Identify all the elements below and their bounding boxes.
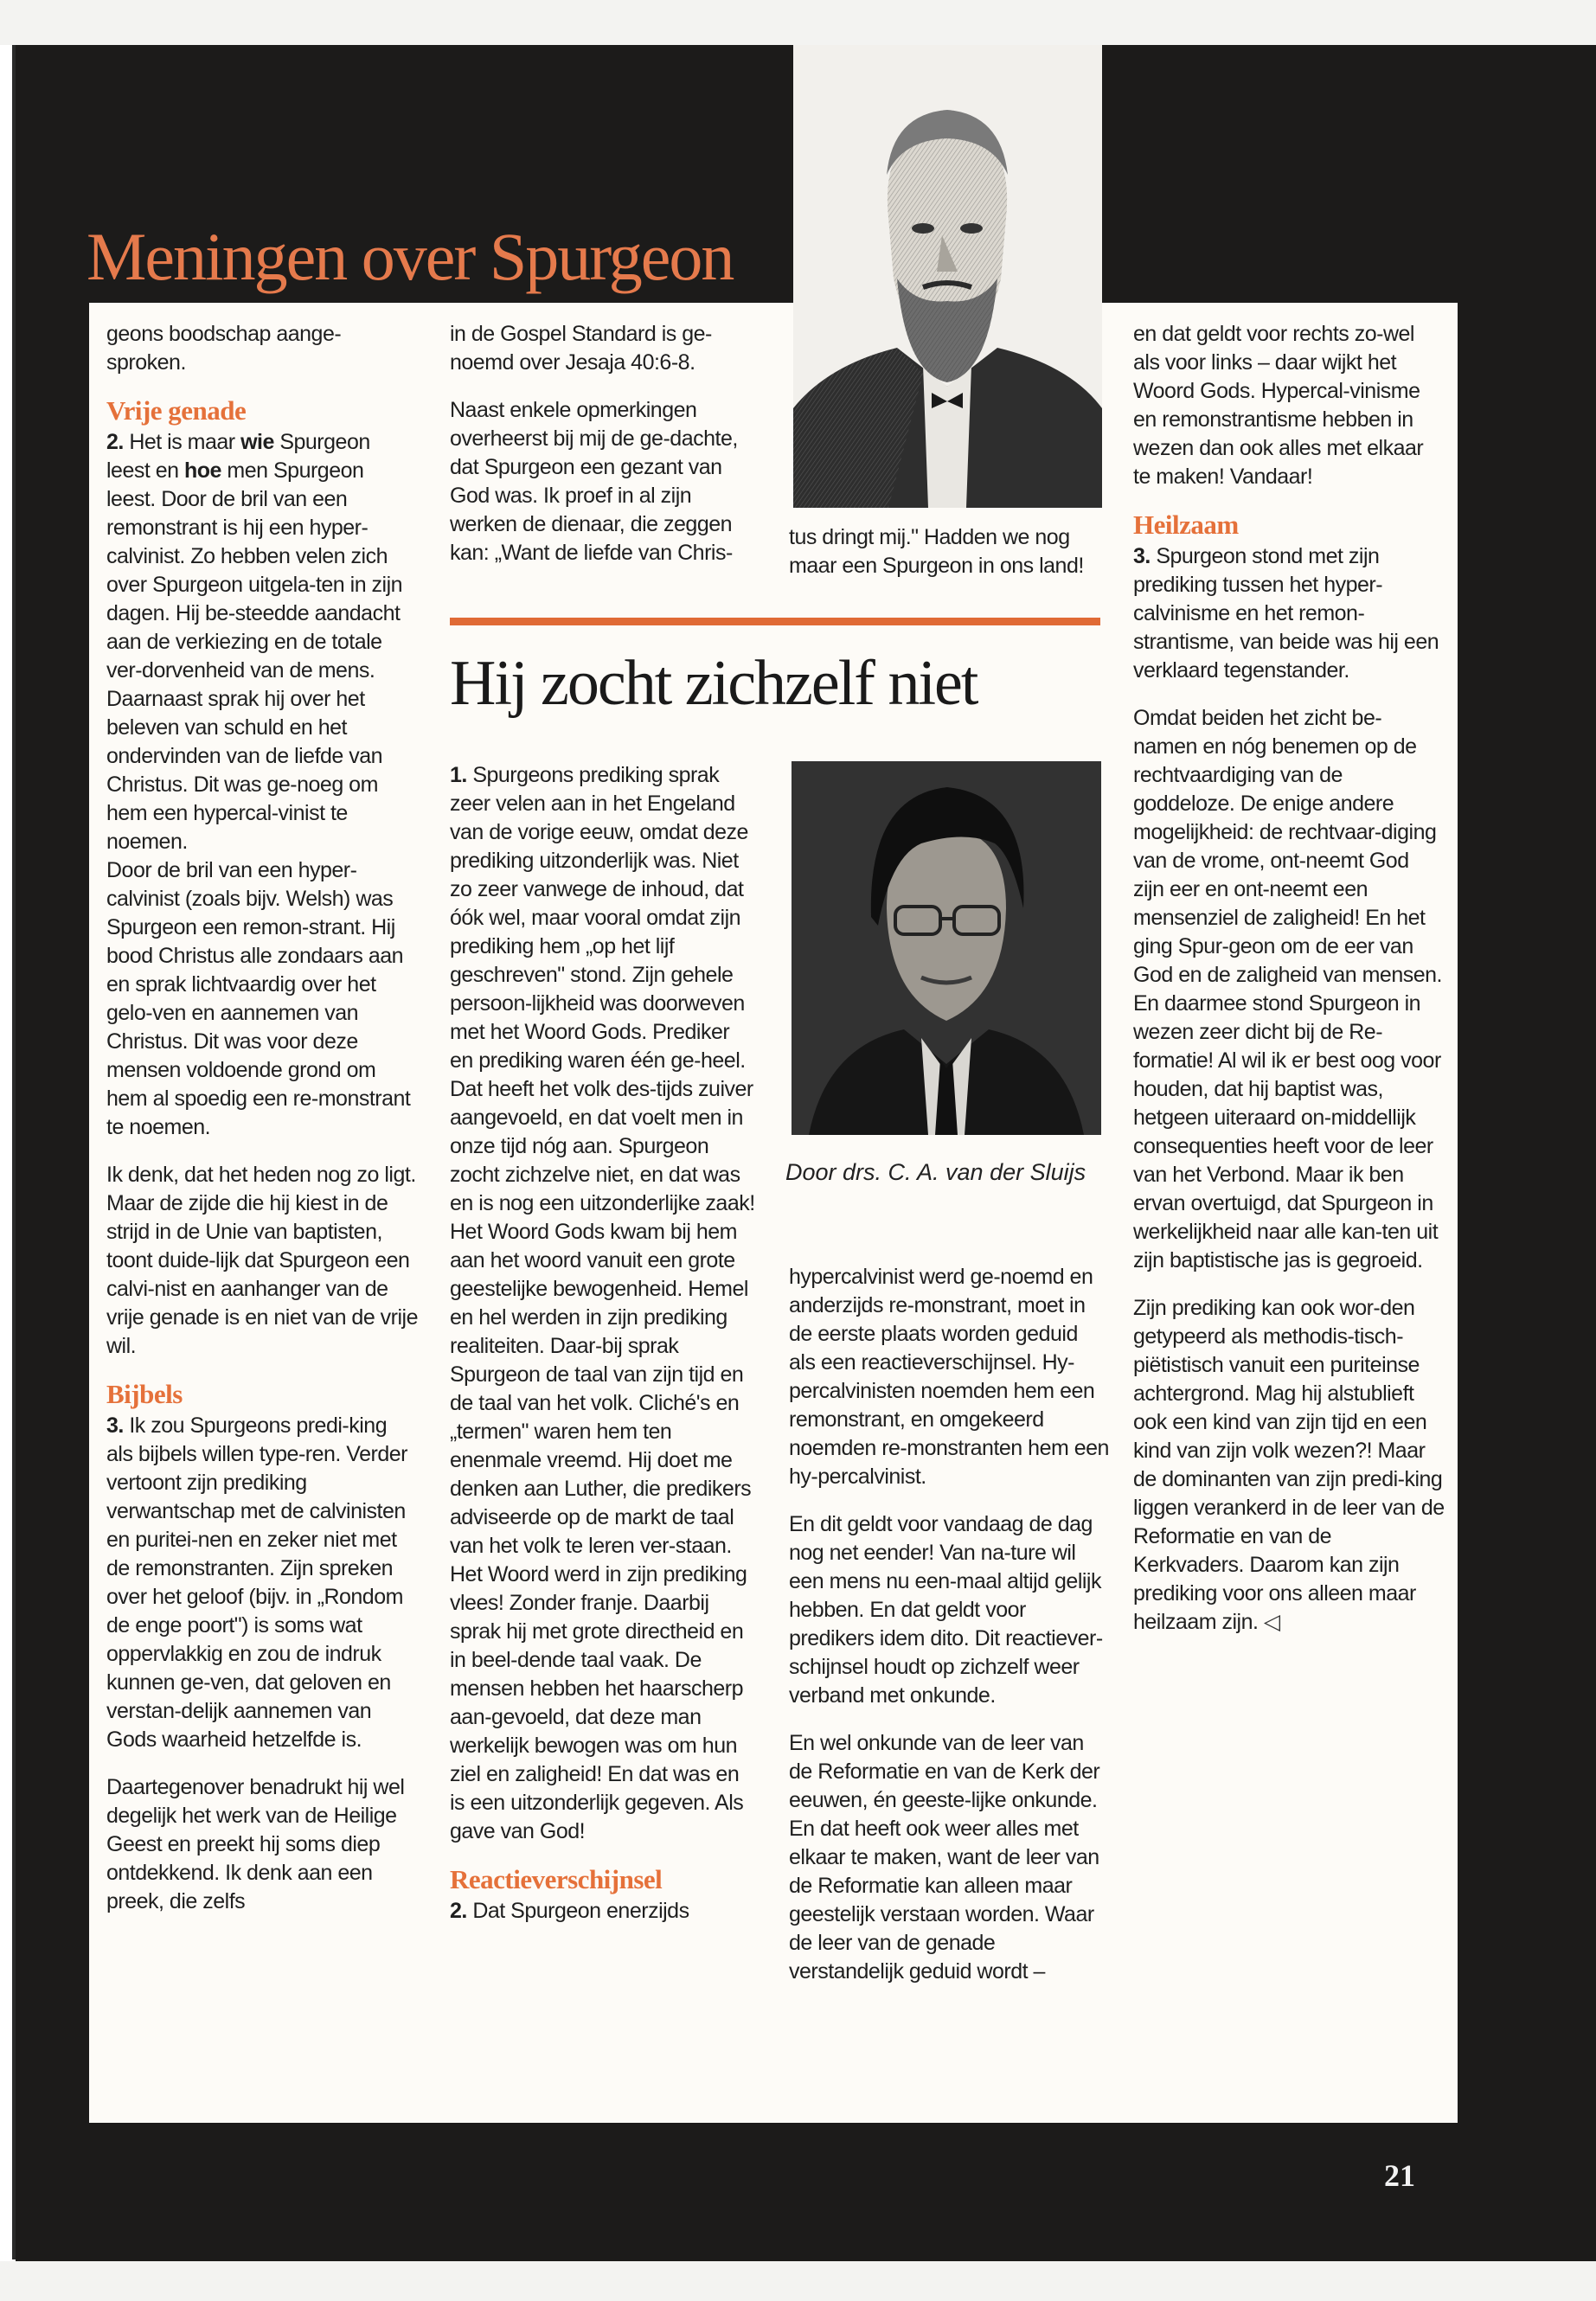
column-1 — [106, 320, 418, 1935]
paragraph: En wel onkunde van de leer van de Reformatie en van de Kerk der eeuwen, én geeste-lijke onkunde. En dat heeft ook weer alles met elkaar te maken, want de leer van de Reformatie kan alleen maar geestelijk verstaan worden. Waar de leer van de genade verstandelijk geduid wordt – — [789, 1731, 1100, 1984]
subheading-bijbels: Bijbels — [106, 1379, 183, 1409]
paragraph: Daartegenover benadrukt hij wel degelijk het werk van de Heilige Geest en preekt hij soms diep ontdekkend. Ik denk aan een preek, die zelfs — [106, 1775, 405, 1913]
paragraph: 3. Ik zou Spurgeons predi-king als bijbels willen type-ren. Verder vertoont zijn prediking verwantschap met de calvinisten en puritei-nen en zeker niet met de remonstranten. Zijn spreken over het geloof (bijv. in „Rondom de enge poort") is soms wat oppervlakkig en zou de indruk kunnen ge-ven, dat geloven en verstan-delijk aannemen van Gods waarheid hetzelfde is. — [106, 1413, 407, 1752]
column-2-article — [450, 761, 757, 1945]
paragraph: Omdat beiden het zicht be-namen en nóg benemen op de rechtvaardiging van de goddeloze. De enige andere mogelijkheid: de rechtvaar-diging van de vrome, ont-neemt God zijn eer en ont-neemt een mensenziel de zaligheid! En het ging Spur-geon om de eer van God en de zaligheid van mensen. En daarmee stond Spurgeon in wezen zeer dicht bij de Re-formatie! Al wil ik er best oog voor houden, dat hij baptist was, hetgeen uiteraard on-middellijk consequenties heeft voor de leer van het Verbond. Maar ik ben ervan overtuigd, dat Spurgeon in werkelijkheid naar alle kan-ten uit zijn baptistische jas is gegroeid. — [1133, 706, 1442, 1272]
paragraph: Naast enkele opmerkingen overheerst bij mij de ge-dachte, dat Spurgeon een gezant van God was. Ik proef in al zijn werken de dienaar, die zeggen kan: „Want de liefde van Chris- — [450, 398, 738, 565]
column-4 — [1133, 320, 1445, 1656]
paragraph: en dat geldt voor rechts zo-wel als voor links – daar wijkt het Woord Gods. Hypercal-vinisme en remonstrantisme hebben in wezen dan ook alles met elkaar te maken! Vandaar! — [1133, 322, 1424, 489]
author-byline: Door drs. C. A. van der Sluijs — [785, 1159, 1086, 1185]
paragraph: 1. Spurgeons prediking sprak zeer velen aan in het Engeland van de vorige eeuw, omdat deze prediking uitzonderlijk was. Niet zo zeer vanwege de inhoud, dat óók wel, maar vooral omdat zijn prediking hem „op het lijf geschreven" stond. Zijn gehele persoon-lijkheid was doorweven met het Woord Gods. Prediker en prediking waren één ge-heel. Dat heeft het volk des-tijds zuiver aangevoeld, en dat voelt men in onze tijd nóg aan. Spurgeon zocht zichzelve niet, en dat was en is nog een uitzonderlijke zaak! Het Woord Gods kwam bij hem aan het woord vanuit een grote geestelijke bewogenheid. Hemel en hel werden in zijn prediking realiteiten. Daar-bij sprak Spurgeon de taal van zijn tijd en de taal van het volk. Cliché's en „termen" waren hem ten enenmale vreemd. Hij doet me denken aan Luther, die predikers adviseerde op de markt de taal van het volk te leren ver-staan. Het Woord werd in zijn prediking vlees! Zonder franje. Daarbij sprak hij met grote directheid en in beel-dende taal vaak. De mensen hebben het haarscherp aan-gevoeld, dat deze man werkelijk bewogen was om hun ziel en zaligheid! En dat was en is een uitzonderlijk gegeven. Als gave van God! — [450, 763, 755, 1843]
paragraph: Door de bril van een hyper-calvinist (zoals bijv. Welsh) was Spurgeon een remon-strant. Hij bood Christus alle zondaars aan en sprak lichtvaardig over het gelo-ven en aannemen van Christus. Dit was voor deze mensen voldoende grond om hem al spoedig een re-monstrant te noemen. — [106, 858, 411, 1139]
scan-margin-top — [0, 0, 1596, 45]
section-masthead: Meningen over Spurgeon — [87, 219, 734, 294]
paragraph: 2. Dat Spurgeon enerzijds — [450, 1899, 689, 1923]
scan-margin-left — [0, 45, 16, 2259]
paragraph: Zijn prediking kan ook wor-den getypeerd als methodis-tisch-piëtistisch vanuit een puriteinse achtergrond. Mag hij alstublieft ook een kind van zijn tijd en een kind van zijn volk wezen?! Maar de dominanten van zijn predi-king liggen verankerd in de leer van de Reformatie en van de Kerkvaders. Daarom kan zijn prediking voor ons alleen maar heilzaam zijn. ◁ — [1133, 1296, 1445, 1634]
page-number: 21 — [1384, 2158, 1415, 2193]
paragraph: Ik denk, dat het heden nog zo ligt. Maar de zijde die hij kiest in de strijd in de Unie van baptisten, toont duide-lijk dat Spurgeon een calvi-nist en aanhanger van de vrije genade is en niet van de vrije wil. — [106, 1163, 419, 1358]
paragraph: hypercalvinist werd ge-noemd en anderzijds re-monstrant, moet in de eerste plaats worden geduid als een reactieverschijnsel. Hy-percalvinisten noemden hem een remonstrant, en omgekeerd noemden re-monstranten hem een hy-percalvinist. — [789, 1265, 1109, 1489]
paragraph: in de Gospel Standard is ge-noemd over Jesaja 40:6-8. — [450, 322, 712, 375]
paragraph: En dit geldt voor vandaag de dag nog net eender! Van na-ture wil een mens nu een-maal altijd gelijk hebben. En dat geldt voor predikers idem dito. Dit reactiever-schijnsel houdt op zichzelf weer verband met onkunde. — [789, 1512, 1103, 1708]
column-2-top — [450, 320, 754, 586]
subheading-heilzaam: Heilzaam — [1133, 510, 1239, 540]
paragraph: 3. Spurgeon stond met zijn prediking tussen het hyper-calvinisme en het remon-strantisme, van beide was hij een verklaard tegenstander. — [1133, 544, 1439, 683]
scan-margin-bottom — [0, 2261, 1596, 2301]
article-headline: Hij zocht zichzelf niet — [450, 648, 977, 719]
column-3-article — [789, 1263, 1109, 2005]
headline-rule — [450, 618, 1100, 625]
paragraph: geons boodschap aange-sproken. — [106, 322, 342, 375]
paragraph: 2. Het is maar wie Spurgeon leest en hoe men Spurgeon leest. Door de bril van een remonstrant is hij een hyper-calvinist. Zo hebben velen zich over Spurgeon uitgela-ten in zijn dagen. Hij be-steedde aandacht aan de verkiezing en de totale ver-dorvenheid van de mens. Daarnaast sprak hij over het beleven van schuld en het ondervinden van de liefde van Christus. Dit was ge-noeg om hem een hypercal-vinist te noemen. — [106, 430, 403, 854]
end-mark-icon: ◁ — [1263, 1610, 1280, 1634]
paragraph: tus dringt mij." Hadden we nog maar een Spurgeon in ons land! — [789, 525, 1084, 578]
subheading-reactieverschijnsel: Reactieverschijnsel — [450, 1864, 663, 1894]
spurgeon-portrait — [793, 45, 1102, 508]
subheading-vrije-genade: Vrije genade — [106, 395, 247, 426]
author-photo — [792, 761, 1101, 1135]
column-3-top — [789, 523, 1109, 599]
